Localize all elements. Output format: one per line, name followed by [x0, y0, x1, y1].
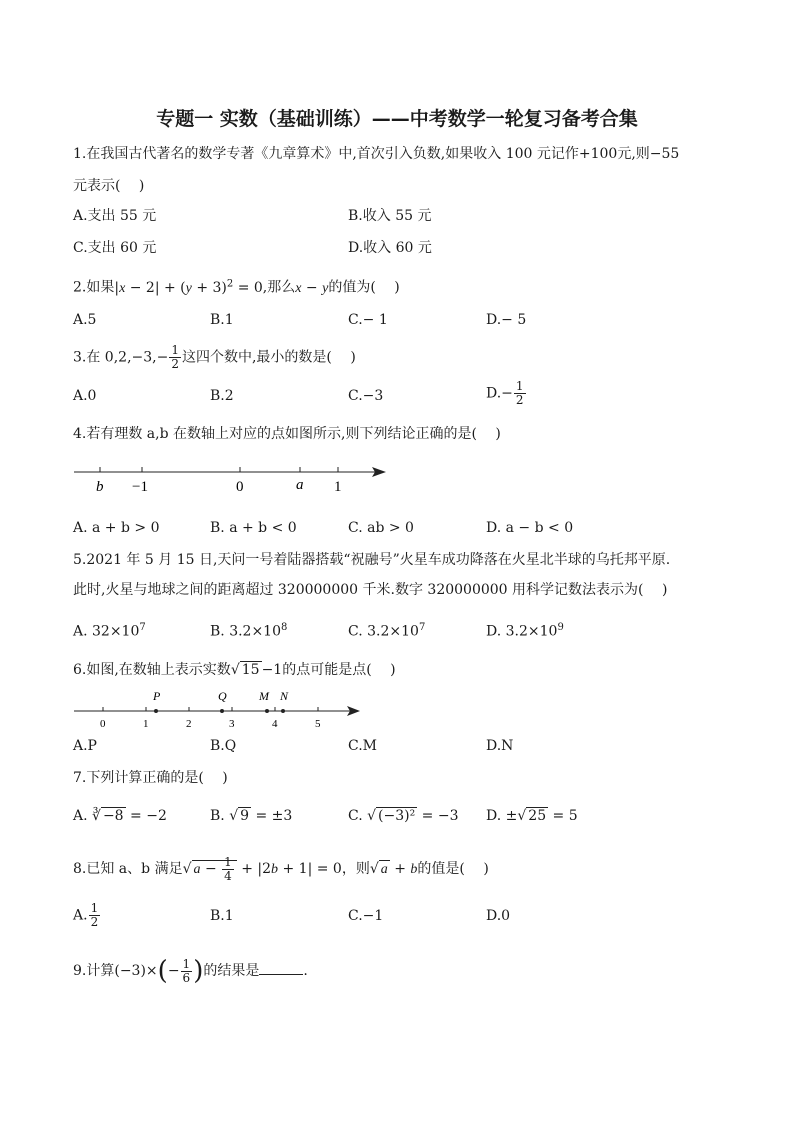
q8-stem-pre: 8.已知 a、b 满足: [73, 861, 183, 877]
q6-stem: [73, 660, 396, 680]
q7-option-c-radicand: (−3)²: [378, 808, 416, 824]
q3-option-d-pre: D.−: [486, 385, 513, 402]
q4-label-0: 0: [236, 479, 244, 495]
q5-option-a-exponent: 7: [139, 622, 146, 633]
q3-option-d-denominator: 2: [515, 393, 524, 407]
q6-tick-3: 3: [229, 718, 235, 730]
q7-stem: 7.下列计算正确的是( ): [73, 770, 228, 786]
q8-option-a-denominator: 2: [90, 915, 99, 929]
q1-option-a: A.支出 55 元: [73, 208, 157, 224]
q7-option-a: [73, 806, 167, 826]
q5-option-b-base: B. 3.2×10: [210, 623, 281, 640]
q8-option-a-numerator: 1: [90, 901, 99, 915]
q9-fraction: [181, 958, 193, 985]
q6-point-n: N: [280, 689, 289, 703]
q3-option-d-fraction: [514, 380, 526, 407]
q4-label-b: b: [96, 479, 104, 495]
q4-label-a: a: [296, 477, 304, 493]
q6-point-p: P: [153, 689, 161, 703]
q5-line1: 5.2021 年 5 月 15 日,天问一号着陆器搭载“祝融号”火星车成功降落在火星北半球的乌托邦平原.: [73, 552, 671, 568]
q7-option-d-radicand: 25: [528, 808, 547, 824]
q4-label-neg1: −1: [132, 479, 148, 495]
q3-fraction: [169, 344, 181, 371]
q8-expression: √ a + b: [369, 861, 418, 877]
q8-equation: √ a − $\frac{1}{4}$ + |2b + 1| = 0: [182, 854, 342, 883]
q7-option-b-post: = ±3: [251, 808, 293, 824]
q6-point-m: M: [259, 689, 269, 703]
q4-option-b: B. a + b < 0: [210, 520, 297, 536]
q4-option-d: D. a − b < 0: [486, 520, 574, 536]
page-title: 专题一 实数（基础训练）——中考数学一轮复习备考合集: [156, 108, 638, 130]
q1-line1: 1.在我国古代著名的数学专著《九章算术》中,首次引入负数,如果收入 100 元记作+100元,则−55: [73, 146, 680, 162]
q7-option-c: C. √ (−3)² = −3: [348, 808, 459, 824]
q5-option-d-base: D. 3.2×10: [486, 623, 558, 640]
q5-option-d-exponent: 9: [557, 622, 564, 633]
q7-option-b: B. √ 9 = ±3: [210, 808, 293, 824]
q7-option-c-post: = −3: [417, 808, 459, 824]
q6-tick-5: 5: [315, 718, 321, 730]
q7-option-d-pre: D. ±: [486, 808, 518, 824]
q6-radical: √ 15: [230, 662, 260, 678]
q9-stem-post: 的结果是: [203, 963, 260, 979]
q9-expression: (−3)×: [114, 963, 158, 979]
q5-option-b-exponent: 8: [281, 622, 288, 633]
q7-option-a-post: = −2: [125, 808, 167, 824]
q2-option-d: D.− 5: [486, 312, 527, 328]
q6-tick-4: 4: [272, 718, 278, 730]
q8-stem: [73, 852, 489, 887]
q8-option-a: [73, 902, 101, 929]
q7-option-c-pre: C.: [348, 808, 368, 824]
q1-option-d: D.收入 60 元: [348, 240, 432, 256]
q6-option-d: D.N: [486, 738, 514, 754]
q4-number-line: [70, 458, 390, 498]
q7-option-a-radicand: −8: [102, 808, 124, 824]
q2-stem-post: 的值为( ): [328, 279, 400, 296]
q2-option-b: B.1: [210, 312, 234, 328]
q3-option-b: B.2: [210, 388, 234, 404]
q3-option-c: C.−3: [348, 388, 384, 404]
q4-option-a: A. a + b > 0: [73, 520, 160, 536]
q3-option-a: A.0: [73, 388, 97, 404]
q4-option-c: C. ab > 0: [348, 520, 414, 536]
q3-frac-denominator: 2: [171, 357, 179, 371]
q3-option-d-numerator: 1: [515, 379, 524, 393]
q2-stem: [73, 274, 400, 299]
q5-option-a: [73, 618, 146, 642]
q9-stem: 9.计算(−3)×(− $\frac{1}{6}$ )的结果是 .: [73, 956, 308, 986]
q9-answer-blank[interactable]: [259, 960, 303, 975]
q6-option-c: C.M: [348, 738, 377, 754]
q3-frac-numerator: 1: [171, 343, 179, 357]
q2-stem-mid: ,那么: [262, 279, 296, 296]
q2-expression: x − y: [295, 279, 329, 296]
q1-option-b: B.收入 55 元: [348, 208, 432, 224]
q2-equation: $|x - 2| + (y + 3)^2 = 0$: [114, 278, 263, 296]
q5-line2: 此时,火星与地球之间的距离超过 320000000 千米.数字 320000000 用科学记数法表示为( ): [73, 582, 668, 598]
q8-stem-mid: ，则: [341, 861, 370, 877]
q9-frac-denominator: 6: [182, 970, 191, 985]
q2-option-c: C.− 1: [348, 312, 388, 328]
q8-option-b: B.1: [210, 908, 234, 924]
q9-frac-numerator: 1: [182, 956, 191, 971]
q1-option-c: C.支出 60 元: [73, 240, 157, 256]
q9-stem-end: .: [303, 963, 308, 979]
q2-option-a: A.5: [73, 312, 97, 328]
q5-option-c-base: C. 3.2×10: [348, 623, 419, 640]
q1-line2: 元表示( ): [73, 178, 145, 194]
q6-point-q: Q: [218, 689, 227, 703]
q6-stem-pre: 6.如图,在数轴上表示实数: [73, 662, 231, 678]
q6-tick-0: 0: [100, 718, 106, 730]
q3-option-d: [486, 380, 527, 407]
q7-option-b-pre: B.: [210, 808, 230, 824]
q5-option-d: [486, 618, 564, 642]
q3-stem-pre: 3.在 0,2,−3,−: [73, 349, 169, 366]
q6-option-b: B.Q: [210, 738, 237, 754]
q5-option-c: [348, 618, 425, 642]
q6-option-a: A.P: [73, 738, 97, 754]
q2-stem-pre: 2.如果: [73, 279, 115, 296]
q8-stem-post: 的值是( ): [417, 861, 489, 877]
q6-number-line: [70, 686, 370, 732]
q5-option-a-base: A. 32×10: [73, 623, 140, 640]
q5-option-b: [210, 618, 287, 642]
q6-stem-post: −1的点可能是点( ): [261, 662, 396, 678]
q6-radicand: 15: [241, 662, 260, 678]
q7-option-a-pre: A. ∛: [73, 808, 101, 824]
q7-option-d-post: = 5: [548, 808, 578, 824]
q6-tick-2: 2: [186, 718, 192, 730]
q7-option-d: D. ±√ 25 = 5: [486, 808, 578, 824]
q8-option-a-pre: A.: [73, 907, 88, 924]
q8-option-d: D.0: [486, 908, 511, 924]
q6-tick-1: 1: [143, 718, 149, 730]
q3-stem-post: 这四个数中,最小的数是( ): [181, 349, 356, 366]
q7-option-b-radicand: 9: [240, 808, 250, 824]
q9-stem-pre: 9.计算: [73, 963, 115, 979]
q4-stem: 4.若有理数 a,b 在数轴上对应的点如图所示,则下列结论正确的是( ): [73, 426, 501, 442]
q5-option-c-exponent: 7: [418, 622, 426, 633]
q8-option-c: C.−1: [348, 908, 384, 924]
q4-label-1: 1: [334, 479, 342, 495]
q3-stem: [73, 344, 356, 371]
